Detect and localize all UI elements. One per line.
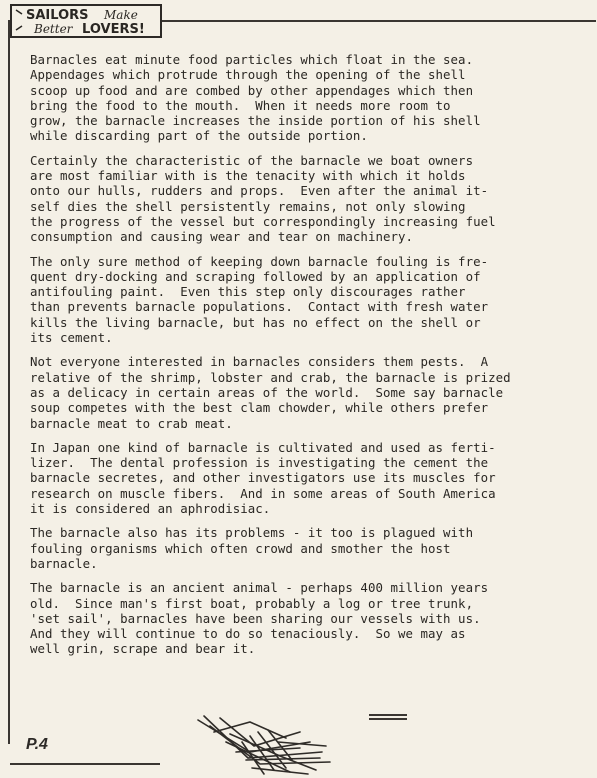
logo-word-sailors: SAILORS: [26, 8, 89, 23]
paragraph-problems: The barnacle also has its problems - it too is plagued with fouling organisms which often crowd and smother the host barnacle.: [30, 525, 474, 571]
paragraph-uses: In Japan one kind of barnacle is cultivated and used as ferti- lizer. The dental profession is investigating the cement the barnacle secretes, and other investigators use its muscles for research on muscle fibers. And in some areas of South America it is considered an aphrodisiac.: [30, 439, 496, 517]
footer-rule: [10, 763, 160, 765]
end-of-article-double-rule: [369, 714, 407, 720]
page-number: P.4: [26, 736, 48, 753]
paragraph-delicacy: Not everyone interested in barnacles considers them pests. A relative of the shrimp, lobster and crab, the barnacle is prized as a delicacy in certain areas of the world. Some say barnacle soup competes with the best clam chowder, while others prefer barnacle meat to crab meat.: [30, 354, 511, 431]
logo-word-better: Better: [34, 22, 73, 36]
sailors-make-better-lovers-logo: [10, 4, 162, 38]
logo-lettering: [12, 6, 160, 36]
paragraph-ancient-animal: The barnacle is an ancient animal - perhaps 400 million years old. Since man's first boat, probably a log or tree trunk, 'set sail', barnacles have been sharing our vessels with us. And they will continue to do so tenaciously. So we may as well grin, scrape and bear it.: [30, 580, 489, 657]
paragraph-fouling-control: The only sure method of keeping down barnacle fouling is fre- quent dry-docking and scraping followed by an application of antifouling paint. Even this step only discourages rather than prevents barnacle populations. Contact with fresh water kills the living barnacle, but has no effect on the shell or its cement.: [30, 253, 489, 346]
logo-word-make: Make: [104, 8, 138, 22]
article-body: [30, 52, 578, 666]
paragraph-feeding: Barnacles eat minute food particles which float in the sea. Appendages which protrude through the opening of the shell scoop up food and are combed by other appendages which then bring the food to the mouth. When it needs more room to grow, the barnacle increases the inside portion of his shell while discarding part of the outside portion.: [30, 52, 481, 144]
boat-sketch-illustration: [190, 712, 340, 778]
paragraph-tenacity: Certainly the characteristic of the barnacle we boat owners are most familiar with is the tenacity with which it holds onto our hulls, rudders and props. Even after the animal it- self dies the shell persistently remains, not only slowing the progress of the vessel but correspondingly increasing fuel consumption and causing wear and tear on machinery.: [30, 152, 496, 245]
logo-word-lovers: LOVERS!: [82, 22, 145, 36]
